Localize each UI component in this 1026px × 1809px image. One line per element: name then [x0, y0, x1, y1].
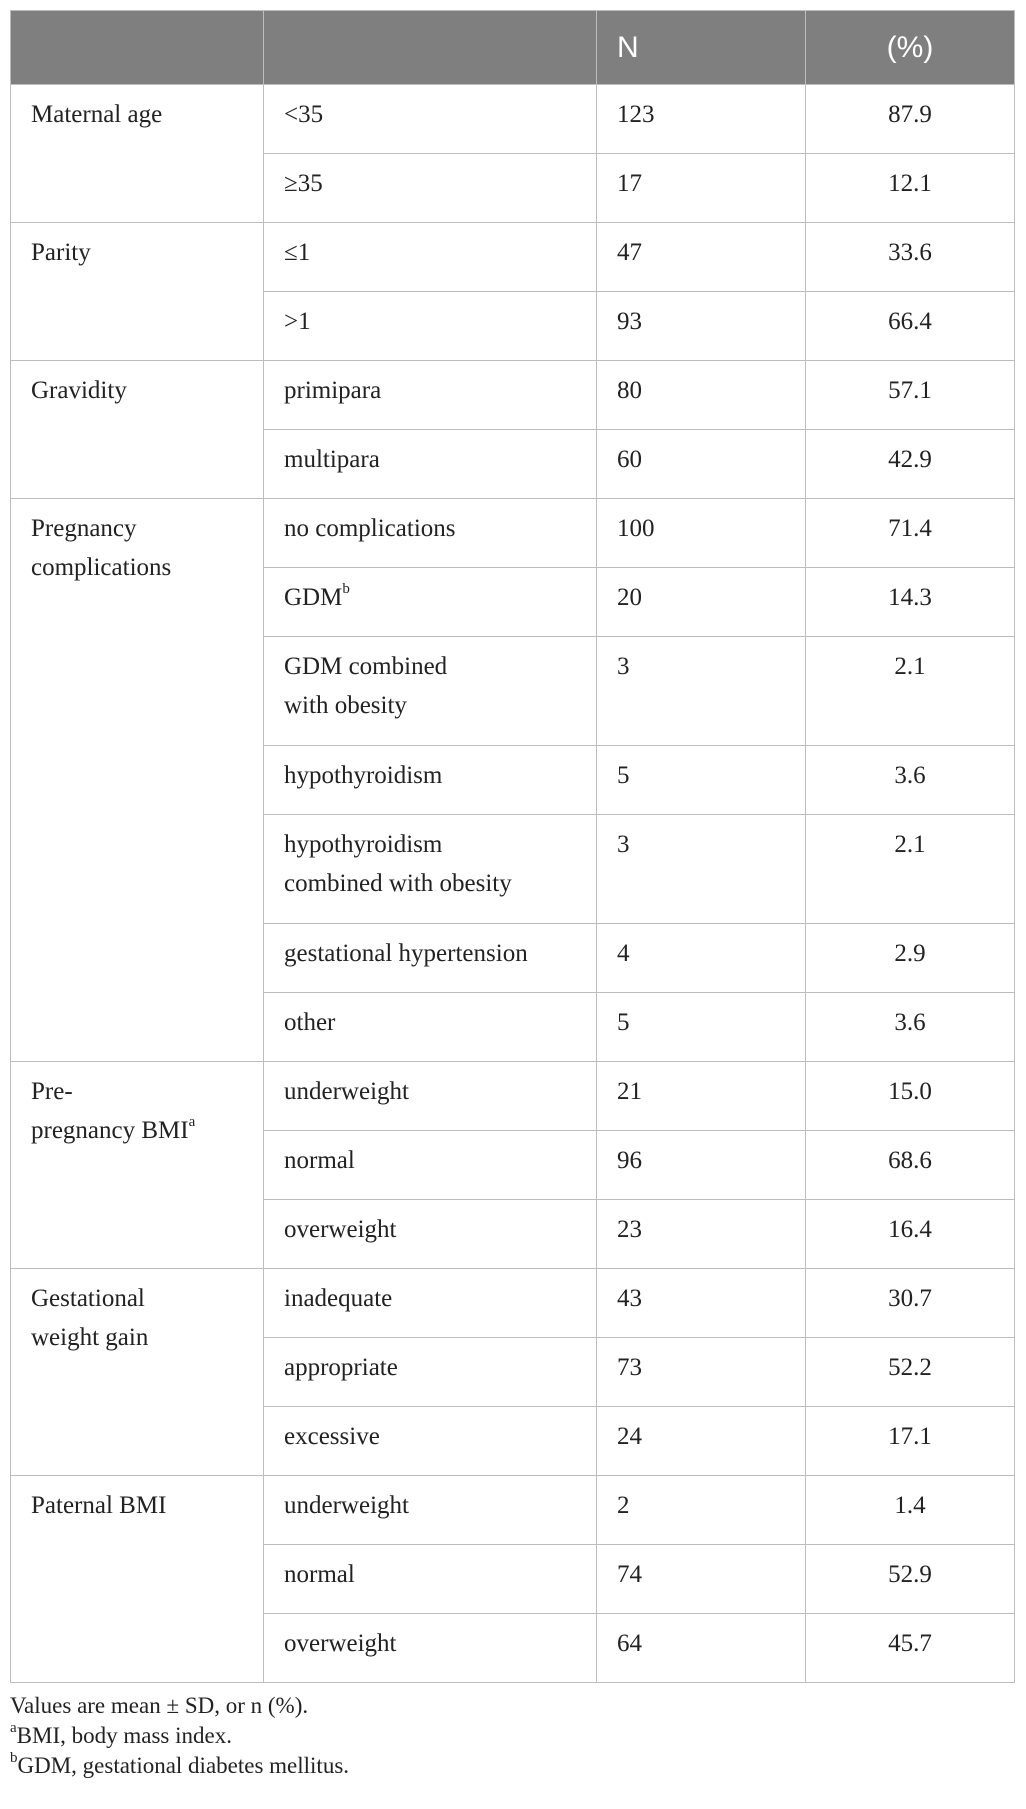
group-label-line: Pregnancy	[31, 515, 137, 542]
percent-cell: 16.4	[806, 1200, 1015, 1269]
category-cell: hypothyroidism	[264, 746, 597, 815]
header-variable	[11, 11, 264, 85]
n-cell: 73	[597, 1338, 806, 1407]
n-cell: 47	[597, 223, 806, 292]
characteristics-table	[10, 10, 1015, 1683]
group-label-pre-pregnancy-bmi	[11, 1062, 264, 1269]
category-cell: excessive	[264, 1407, 597, 1476]
category-line: hypothyroidism	[284, 831, 443, 858]
n-cell: 3	[597, 637, 806, 746]
category-cell: primipara	[264, 361, 597, 430]
header-row	[11, 11, 1015, 85]
percent-cell: 66.4	[806, 292, 1015, 361]
group-label-paternal-bmi: Paternal BMI	[11, 1476, 264, 1683]
n-cell: 74	[597, 1545, 806, 1614]
footnote-marker: a	[10, 1720, 17, 1736]
percent-cell: 3.6	[806, 746, 1015, 815]
n-cell: 5	[597, 993, 806, 1062]
footnote-text: BMI, body mass index.	[16, 1723, 232, 1748]
n-cell: 96	[597, 1131, 806, 1200]
n-cell: 93	[597, 292, 806, 361]
footnote-gdm	[10, 1751, 1014, 1781]
table-row	[11, 499, 1015, 568]
group-label-line: complications	[31, 554, 172, 581]
n-cell: 60	[597, 430, 806, 499]
percent-cell: 42.9	[806, 430, 1015, 499]
header-category	[264, 11, 597, 85]
category-text: GDM	[284, 584, 343, 611]
table-row	[11, 1476, 1015, 1545]
category-cell	[264, 637, 597, 746]
category-cell	[264, 815, 597, 924]
n-cell: 64	[597, 1614, 806, 1683]
n-cell: 21	[597, 1062, 806, 1131]
header-n: N	[597, 11, 806, 85]
category-cell: normal	[264, 1545, 597, 1614]
footnote-values: Values are mean ± SD, or n (%).	[10, 1693, 309, 1718]
category-cell: underweight	[264, 1476, 597, 1545]
table-row	[11, 1062, 1015, 1131]
category-line: combined with obesity	[284, 870, 512, 897]
group-label-line: weight gain	[31, 1324, 149, 1351]
category-cell: inadequate	[264, 1269, 597, 1338]
group-label-pregnancy-complications	[11, 499, 264, 1062]
percent-cell: 52.2	[806, 1338, 1015, 1407]
category-line: with obesity	[284, 692, 407, 719]
header-percent: (%)	[806, 11, 1015, 85]
percent-cell: 15.0	[806, 1062, 1015, 1131]
percent-cell: 2.1	[806, 637, 1015, 746]
group-label-gestational-weight-gain	[11, 1269, 264, 1476]
group-label-line: pregnancy BMI	[31, 1117, 189, 1144]
category-cell: ≥35	[264, 154, 597, 223]
category-cell: normal	[264, 1131, 597, 1200]
footnote-marker: a	[188, 1114, 196, 1130]
percent-cell: 52.9	[806, 1545, 1015, 1614]
n-cell: 5	[597, 746, 806, 815]
n-cell: 3	[597, 815, 806, 924]
category-cell: overweight	[264, 1200, 597, 1269]
category-cell: no complications	[264, 499, 597, 568]
category-cell: gestational hypertension	[264, 924, 597, 993]
n-cell: 4	[597, 924, 806, 993]
category-cell: other	[264, 993, 597, 1062]
percent-cell: 14.3	[806, 568, 1015, 637]
n-cell: 2	[597, 1476, 806, 1545]
percent-cell: 68.6	[806, 1131, 1015, 1200]
footnote-marker: b	[342, 581, 350, 597]
n-cell: 23	[597, 1200, 806, 1269]
category-cell: overweight	[264, 1614, 597, 1683]
table-row	[11, 223, 1015, 292]
footnote-text: GDM, gestational diabetes mellitus.	[17, 1753, 350, 1778]
category-cell: ≤1	[264, 223, 597, 292]
percent-cell: 87.9	[806, 85, 1015, 154]
category-cell: <35	[264, 85, 597, 154]
category-cell: multipara	[264, 430, 597, 499]
n-cell: 24	[597, 1407, 806, 1476]
n-cell: 43	[597, 1269, 806, 1338]
percent-cell: 45.7	[806, 1614, 1015, 1683]
category-cell: >1	[264, 292, 597, 361]
n-cell: 20	[597, 568, 806, 637]
group-label-line: Pre-	[31, 1078, 73, 1105]
group-label-parity: Parity	[11, 223, 264, 361]
footnote-marker: b	[10, 1750, 18, 1766]
table-footnotes	[10, 1691, 1014, 1781]
n-cell: 17	[597, 154, 806, 223]
percent-cell: 2.1	[806, 815, 1015, 924]
percent-cell: 3.6	[806, 993, 1015, 1062]
percent-cell: 30.7	[806, 1269, 1015, 1338]
table-container	[10, 10, 1014, 1781]
n-cell: 123	[597, 85, 806, 154]
percent-cell: 17.1	[806, 1407, 1015, 1476]
table-row	[11, 1269, 1015, 1338]
group-label-line: Gestational	[31, 1285, 145, 1312]
percent-cell: 57.1	[806, 361, 1015, 430]
n-cell: 80	[597, 361, 806, 430]
percent-cell: 2.9	[806, 924, 1015, 993]
category-cell: appropriate	[264, 1338, 597, 1407]
category-line: GDM combined	[284, 653, 448, 680]
percent-cell: 1.4	[806, 1476, 1015, 1545]
category-cell	[264, 568, 597, 637]
group-label-maternal-age: Maternal age	[11, 85, 264, 223]
percent-cell: 71.4	[806, 499, 1015, 568]
percent-cell: 33.6	[806, 223, 1015, 292]
table-row	[11, 361, 1015, 430]
footnote-bmi	[10, 1721, 1014, 1751]
table-row	[11, 85, 1015, 154]
percent-cell: 12.1	[806, 154, 1015, 223]
n-cell: 100	[597, 499, 806, 568]
category-cell: underweight	[264, 1062, 597, 1131]
group-label-gravidity: Gravidity	[11, 361, 264, 499]
